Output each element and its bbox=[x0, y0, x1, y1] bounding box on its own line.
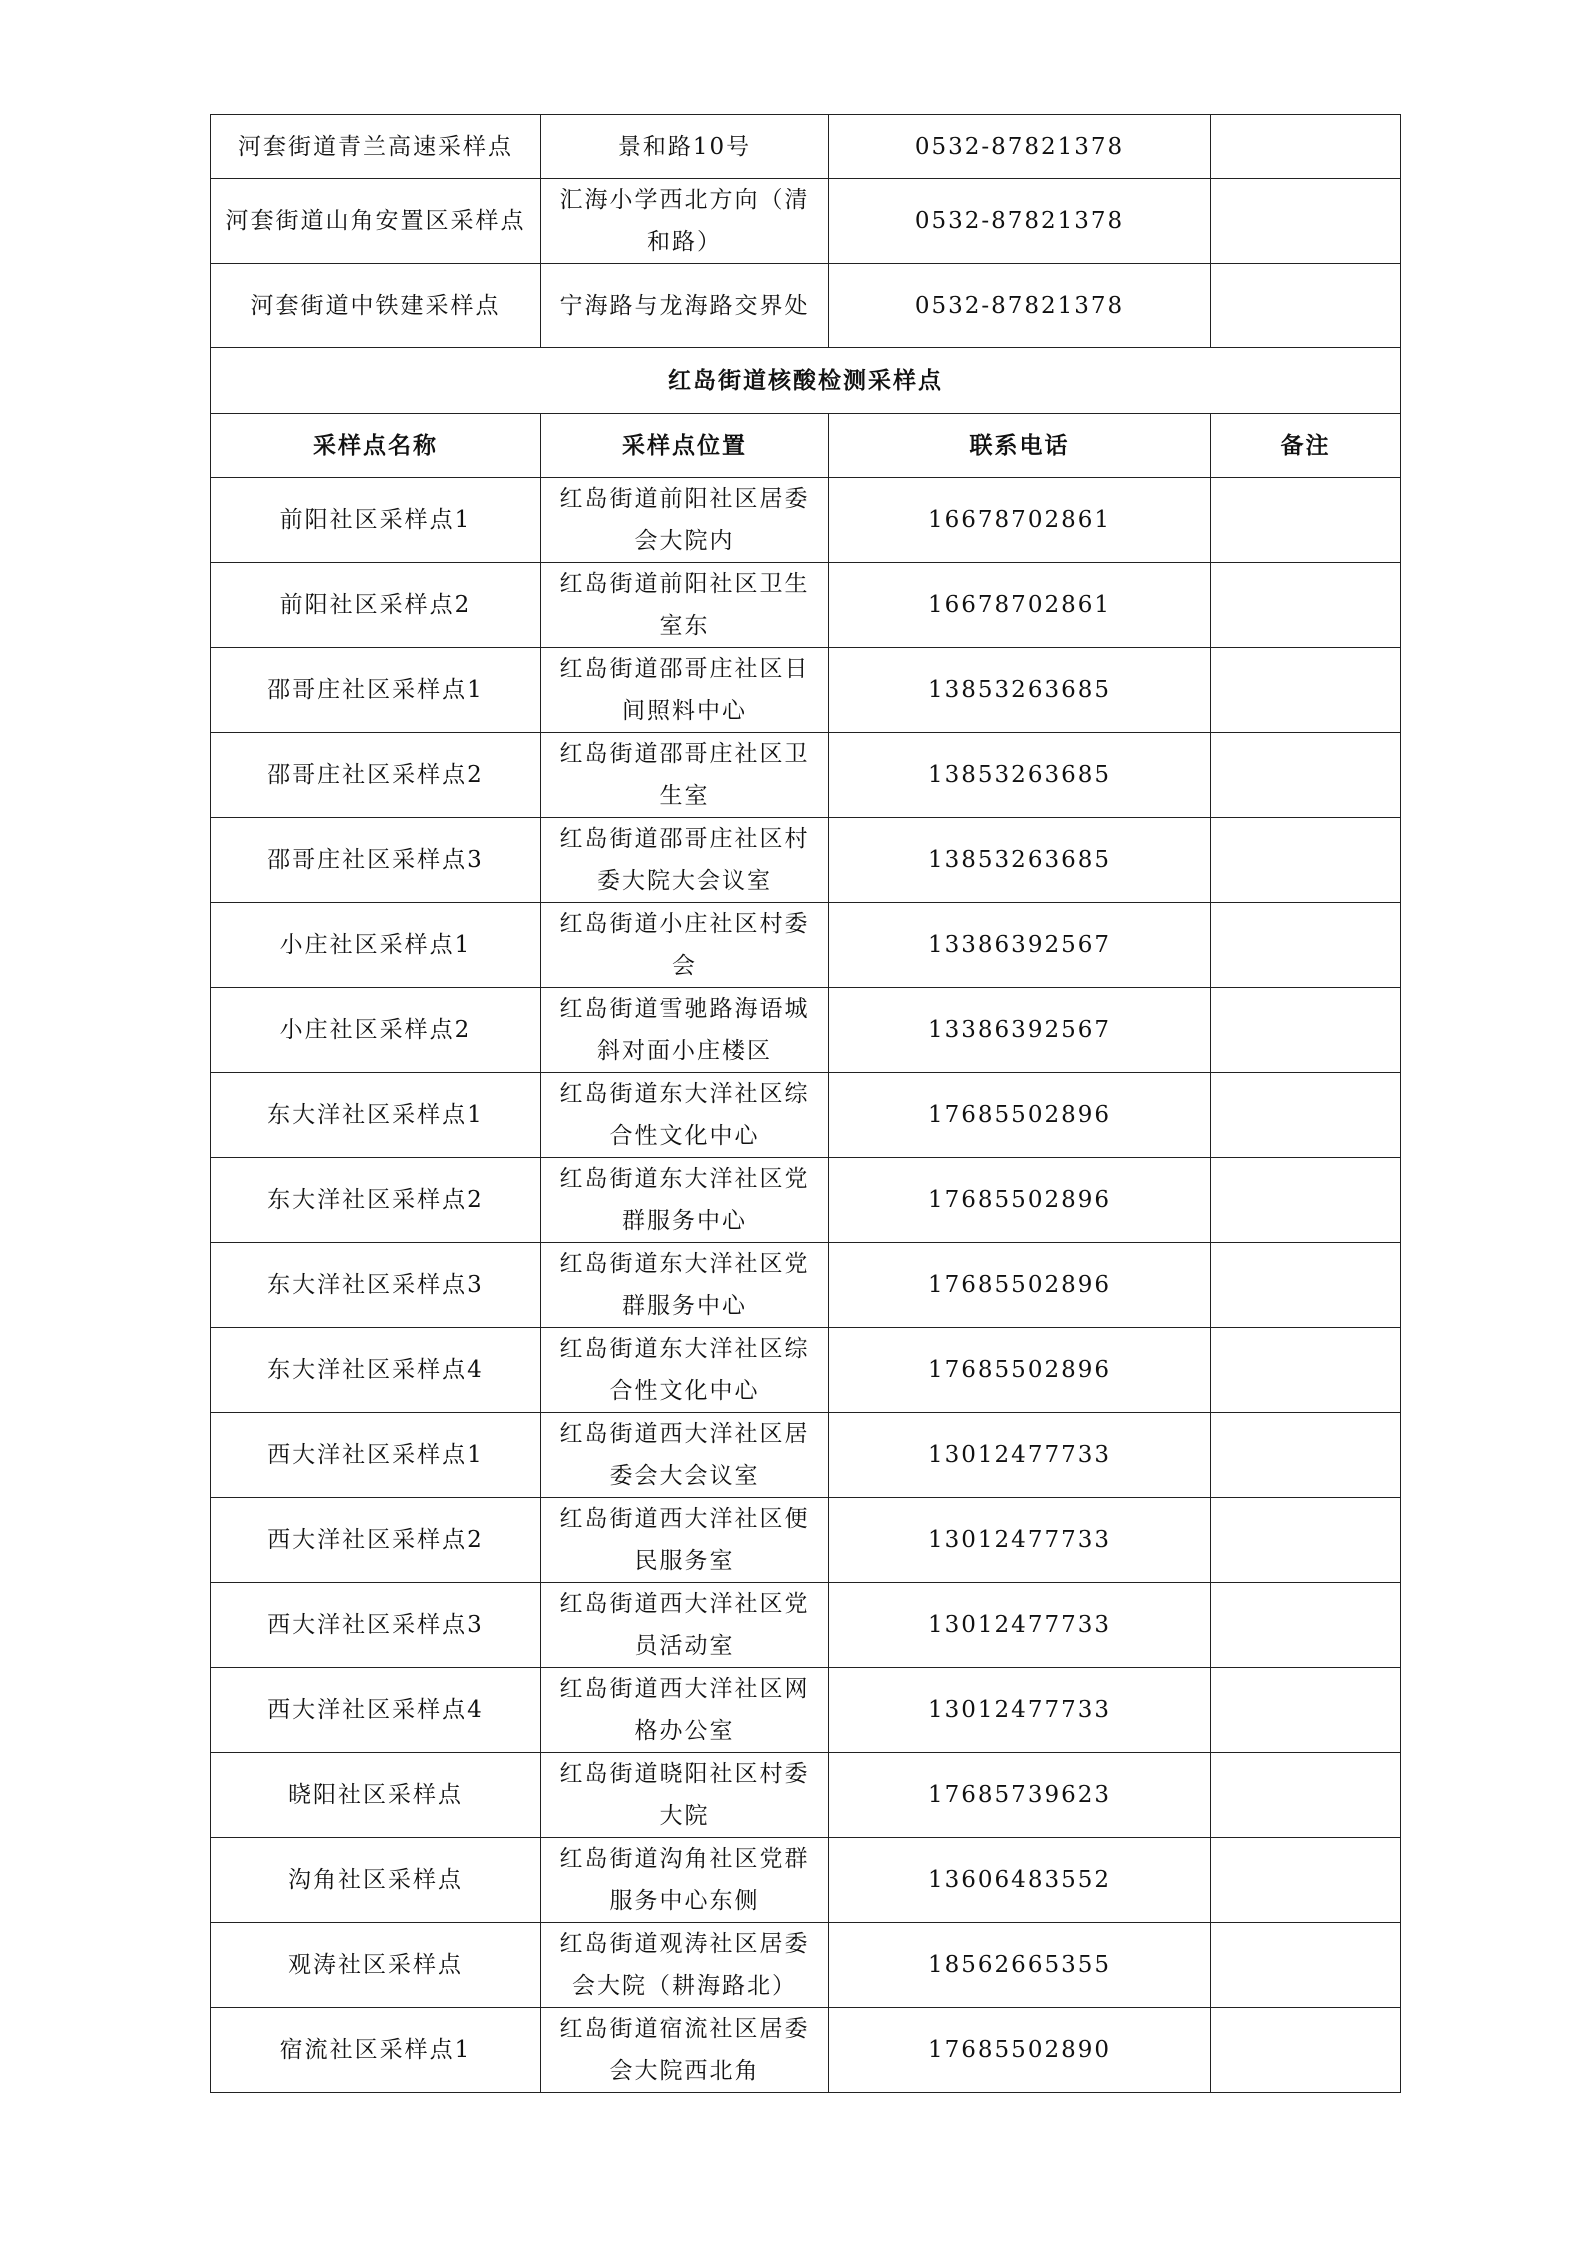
site-location-cell: 红岛街道前阳社区卫生室东 bbox=[541, 563, 829, 648]
table-row bbox=[211, 1073, 1401, 1158]
section-title: 红岛街道核酸检测采样点 bbox=[211, 348, 1401, 414]
site-name-cell: 观涛社区采样点 bbox=[211, 1923, 541, 2008]
note-cell bbox=[1211, 1498, 1401, 1583]
site-location-cell: 红岛街道邵哥庄社区日间照料中心 bbox=[541, 648, 829, 733]
table-row bbox=[211, 1243, 1401, 1328]
table-row bbox=[211, 1583, 1401, 1668]
note-cell bbox=[1211, 563, 1401, 648]
note-cell bbox=[1211, 115, 1401, 179]
phone-cell: 16678702861 bbox=[829, 563, 1211, 648]
table-row bbox=[211, 1328, 1401, 1413]
site-name-cell: 西大洋社区采样点1 bbox=[211, 1413, 541, 1498]
site-name-cell: 小庄社区采样点1 bbox=[211, 903, 541, 988]
phone-cell: 17685502896 bbox=[829, 1328, 1211, 1413]
phone-cell: 13012477733 bbox=[829, 1413, 1211, 1498]
site-name-cell: 沟角社区采样点 bbox=[211, 1838, 541, 1923]
header-note: 备注 bbox=[1211, 414, 1401, 478]
note-cell bbox=[1211, 1753, 1401, 1838]
table-row bbox=[211, 988, 1401, 1073]
site-name-cell: 河套街道青兰高速采样点 bbox=[211, 115, 541, 179]
phone-cell: 0532-87821378 bbox=[829, 115, 1211, 179]
phone-cell: 17685502896 bbox=[829, 1073, 1211, 1158]
site-location-cell: 红岛街道东大洋社区综合性文化中心 bbox=[541, 1328, 829, 1413]
site-name-cell: 邵哥庄社区采样点3 bbox=[211, 818, 541, 903]
site-name-cell: 东大洋社区采样点3 bbox=[211, 1243, 541, 1328]
table-row bbox=[211, 1413, 1401, 1498]
site-location-cell: 红岛街道雪驰路海语城斜对面小庄楼区 bbox=[541, 988, 829, 1073]
table-row bbox=[211, 2008, 1401, 2093]
note-cell bbox=[1211, 264, 1401, 348]
site-name-cell: 前阳社区采样点1 bbox=[211, 478, 541, 563]
site-location-cell: 红岛街道前阳社区居委会大院内 bbox=[541, 478, 829, 563]
note-cell bbox=[1211, 733, 1401, 818]
table-row bbox=[211, 478, 1401, 563]
note-cell bbox=[1211, 818, 1401, 903]
phone-cell: 13012477733 bbox=[829, 1668, 1211, 1753]
note-cell bbox=[1211, 1668, 1401, 1753]
section-title-row bbox=[211, 348, 1401, 414]
table-row bbox=[211, 818, 1401, 903]
site-name-cell: 东大洋社区采样点1 bbox=[211, 1073, 541, 1158]
note-cell bbox=[1211, 1158, 1401, 1243]
site-location-cell: 红岛街道小庄社区村委会 bbox=[541, 903, 829, 988]
note-cell bbox=[1211, 2008, 1401, 2093]
table-row bbox=[211, 903, 1401, 988]
site-location-cell: 宁海路与龙海路交界处 bbox=[541, 264, 829, 348]
phone-cell: 13853263685 bbox=[829, 818, 1211, 903]
table-row bbox=[211, 648, 1401, 733]
table-row bbox=[211, 115, 1401, 179]
site-location-cell: 红岛街道东大洋社区综合性文化中心 bbox=[541, 1073, 829, 1158]
site-location-cell: 红岛街道宿流社区居委会大院西北角 bbox=[541, 2008, 829, 2093]
site-name-cell: 东大洋社区采样点2 bbox=[211, 1158, 541, 1243]
phone-cell: 17685502890 bbox=[829, 2008, 1211, 2093]
site-location-cell: 红岛街道沟角社区党群服务中心东侧 bbox=[541, 1838, 829, 1923]
table-row bbox=[211, 733, 1401, 818]
note-cell bbox=[1211, 1328, 1401, 1413]
phone-cell: 17685502896 bbox=[829, 1158, 1211, 1243]
phone-cell: 17685502896 bbox=[829, 1243, 1211, 1328]
table-row bbox=[211, 1668, 1401, 1753]
note-cell bbox=[1211, 648, 1401, 733]
table-row bbox=[211, 563, 1401, 648]
note-cell bbox=[1211, 1413, 1401, 1498]
site-location-cell: 红岛街道东大洋社区党群服务中心 bbox=[541, 1158, 829, 1243]
phone-cell: 0532-87821378 bbox=[829, 179, 1211, 264]
site-name-cell: 西大洋社区采样点2 bbox=[211, 1498, 541, 1583]
site-location-cell: 红岛街道邵哥庄社区卫生室 bbox=[541, 733, 829, 818]
site-location-cell: 红岛街道西大洋社区网格办公室 bbox=[541, 1668, 829, 1753]
site-name-cell: 邵哥庄社区采样点2 bbox=[211, 733, 541, 818]
note-cell bbox=[1211, 478, 1401, 563]
phone-cell: 13012477733 bbox=[829, 1583, 1211, 1668]
table-row bbox=[211, 1498, 1401, 1583]
site-location-cell: 红岛街道观涛社区居委会大院（耕海路北） bbox=[541, 1923, 829, 2008]
site-location-cell: 红岛街道西大洋社区便民服务室 bbox=[541, 1498, 829, 1583]
header-row bbox=[211, 414, 1401, 478]
table-row bbox=[211, 1923, 1401, 2008]
table-row bbox=[211, 1158, 1401, 1243]
site-name-cell: 河套街道山角安置区采样点 bbox=[211, 179, 541, 264]
phone-cell: 18562665355 bbox=[829, 1923, 1211, 2008]
site-name-cell: 河套街道中铁建采样点 bbox=[211, 264, 541, 348]
note-cell bbox=[1211, 179, 1401, 264]
site-name-cell: 西大洋社区采样点4 bbox=[211, 1668, 541, 1753]
note-cell bbox=[1211, 1073, 1401, 1158]
header-phone: 联系电话 bbox=[829, 414, 1211, 478]
note-cell bbox=[1211, 903, 1401, 988]
site-location-cell: 景和路10号 bbox=[541, 115, 829, 179]
site-location-cell: 红岛街道西大洋社区居委会大会议室 bbox=[541, 1413, 829, 1498]
site-name-cell: 西大洋社区采样点3 bbox=[211, 1583, 541, 1668]
sampling-points-table bbox=[210, 114, 1401, 2093]
table-row bbox=[211, 1838, 1401, 1923]
phone-cell: 0532-87821378 bbox=[829, 264, 1211, 348]
phone-cell: 13012477733 bbox=[829, 1498, 1211, 1583]
phone-cell: 13386392567 bbox=[829, 988, 1211, 1073]
header-name: 采样点名称 bbox=[211, 414, 541, 478]
site-name-cell: 邵哥庄社区采样点1 bbox=[211, 648, 541, 733]
phone-cell: 16678702861 bbox=[829, 478, 1211, 563]
phone-cell: 17685739623 bbox=[829, 1753, 1211, 1838]
site-location-cell: 汇海小学西北方向（清和路） bbox=[541, 179, 829, 264]
note-cell bbox=[1211, 1838, 1401, 1923]
table-row bbox=[211, 264, 1401, 348]
note-cell bbox=[1211, 988, 1401, 1073]
phone-cell: 13853263685 bbox=[829, 733, 1211, 818]
note-cell bbox=[1211, 1923, 1401, 2008]
site-name-cell: 前阳社区采样点2 bbox=[211, 563, 541, 648]
table-row bbox=[211, 179, 1401, 264]
site-location-cell: 红岛街道晓阳社区村委大院 bbox=[541, 1753, 829, 1838]
site-location-cell: 红岛街道西大洋社区党员活动室 bbox=[541, 1583, 829, 1668]
site-name-cell: 东大洋社区采样点4 bbox=[211, 1328, 541, 1413]
site-location-cell: 红岛街道邵哥庄社区村委大院大会议室 bbox=[541, 818, 829, 903]
phone-cell: 13606483552 bbox=[829, 1838, 1211, 1923]
site-name-cell: 小庄社区采样点2 bbox=[211, 988, 541, 1073]
site-location-cell: 红岛街道东大洋社区党群服务中心 bbox=[541, 1243, 829, 1328]
site-name-cell: 宿流社区采样点1 bbox=[211, 2008, 541, 2093]
header-location: 采样点位置 bbox=[541, 414, 829, 478]
phone-cell: 13386392567 bbox=[829, 903, 1211, 988]
phone-cell: 13853263685 bbox=[829, 648, 1211, 733]
site-name-cell: 晓阳社区采样点 bbox=[211, 1753, 541, 1838]
note-cell bbox=[1211, 1583, 1401, 1668]
table-row bbox=[211, 1753, 1401, 1838]
note-cell bbox=[1211, 1243, 1401, 1328]
